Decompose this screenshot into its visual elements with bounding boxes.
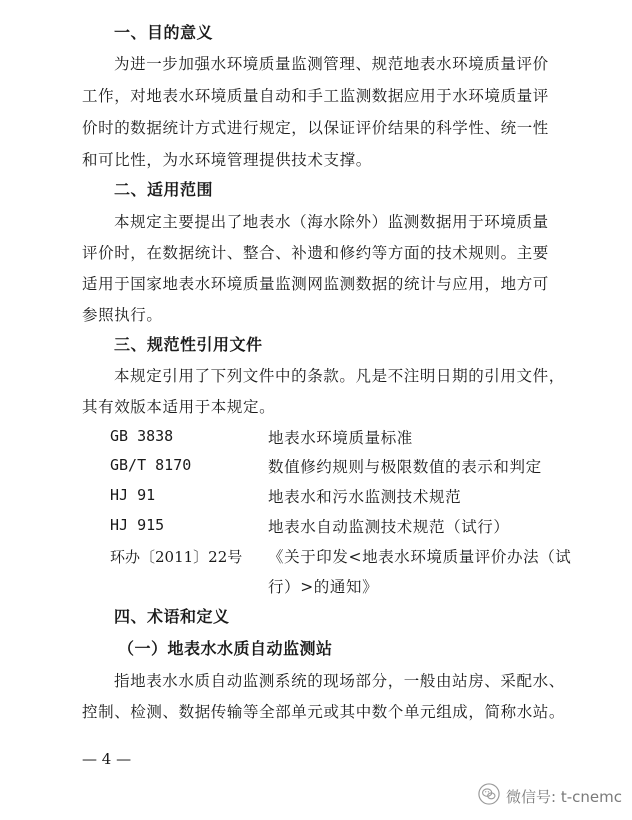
reference-title-continued: 行）>的通知》 bbox=[268, 578, 379, 596]
paragraph-line: 为进一步加强水环境质量监测管理、规范地表水环境质量评价 bbox=[114, 55, 549, 73]
paragraph-line: 参照执行。 bbox=[82, 306, 163, 324]
reference-title: 地表水环境质量标准 bbox=[268, 429, 413, 447]
subsection-heading: （一）地表水水质自动监测站 bbox=[118, 639, 333, 658]
section-heading-definitions: 四、术语和定义 bbox=[114, 607, 230, 626]
paragraph-line: 其有效版本适用于本规定。 bbox=[82, 398, 276, 416]
section-heading-purpose: 一、目的意义 bbox=[114, 23, 214, 42]
paragraph-line: 本规定引用了下列文件中的条款。凡是不注明日期的引用文件， bbox=[114, 367, 565, 385]
reference-code: GB/T 8170 bbox=[110, 456, 192, 474]
paragraph-line: 本规定主要提出了地表水（海水除外）监测数据用于环境质量 bbox=[114, 213, 549, 231]
paragraph-line: 和可比性，为水环境管理提供技术支撑。 bbox=[82, 151, 372, 169]
paragraph-line: 适用于国家地表水环境质量监测网监测数据的统计与应用，地方可 bbox=[82, 275, 549, 293]
section-heading-scope: 二、适用范围 bbox=[114, 180, 214, 199]
reference-title: 地表水和污水监测技术规范 bbox=[268, 488, 462, 506]
reference-code: GB 3838 bbox=[110, 427, 174, 445]
section-heading-references: 三、规范性引用文件 bbox=[114, 335, 263, 354]
reference-code: 环办〔2011〕22号 bbox=[110, 548, 243, 566]
wechat-watermark bbox=[478, 783, 622, 809]
paragraph-line: 工作，对地表水环境质量自动和手工监测数据应用于水环境质量评 bbox=[82, 87, 549, 105]
paragraph-line: 指地表水水质自动监测系统的现场部分，一般由站房、采配水、 bbox=[114, 672, 565, 690]
reference-code: HJ 915 bbox=[110, 516, 165, 534]
watermark-text: 微信号: t-cnemc bbox=[506, 787, 622, 806]
reference-title: 地表水自动监测技术规范（试行） bbox=[268, 518, 510, 536]
paragraph-line: 价时的数据统计方式进行规定，以保证评价结果的科学性、统一性 bbox=[82, 119, 549, 137]
reference-title: 数值修约规则与极限数值的表示和判定 bbox=[268, 458, 542, 476]
paragraph-line: 控制、检测、数据传输等全部单元或其中数个单元组成，简称水站。 bbox=[82, 703, 566, 721]
reference-code: HJ 91 bbox=[110, 486, 156, 504]
paragraph-line: 评价时，在数据统计、整合、补遗和修约等方面的技术规则。主要 bbox=[82, 244, 549, 262]
page-number: — 4 — bbox=[82, 750, 132, 768]
reference-title: 《关于印发<地表水环境质量评价办法（试 bbox=[268, 548, 572, 566]
wechat-icon bbox=[478, 783, 500, 809]
